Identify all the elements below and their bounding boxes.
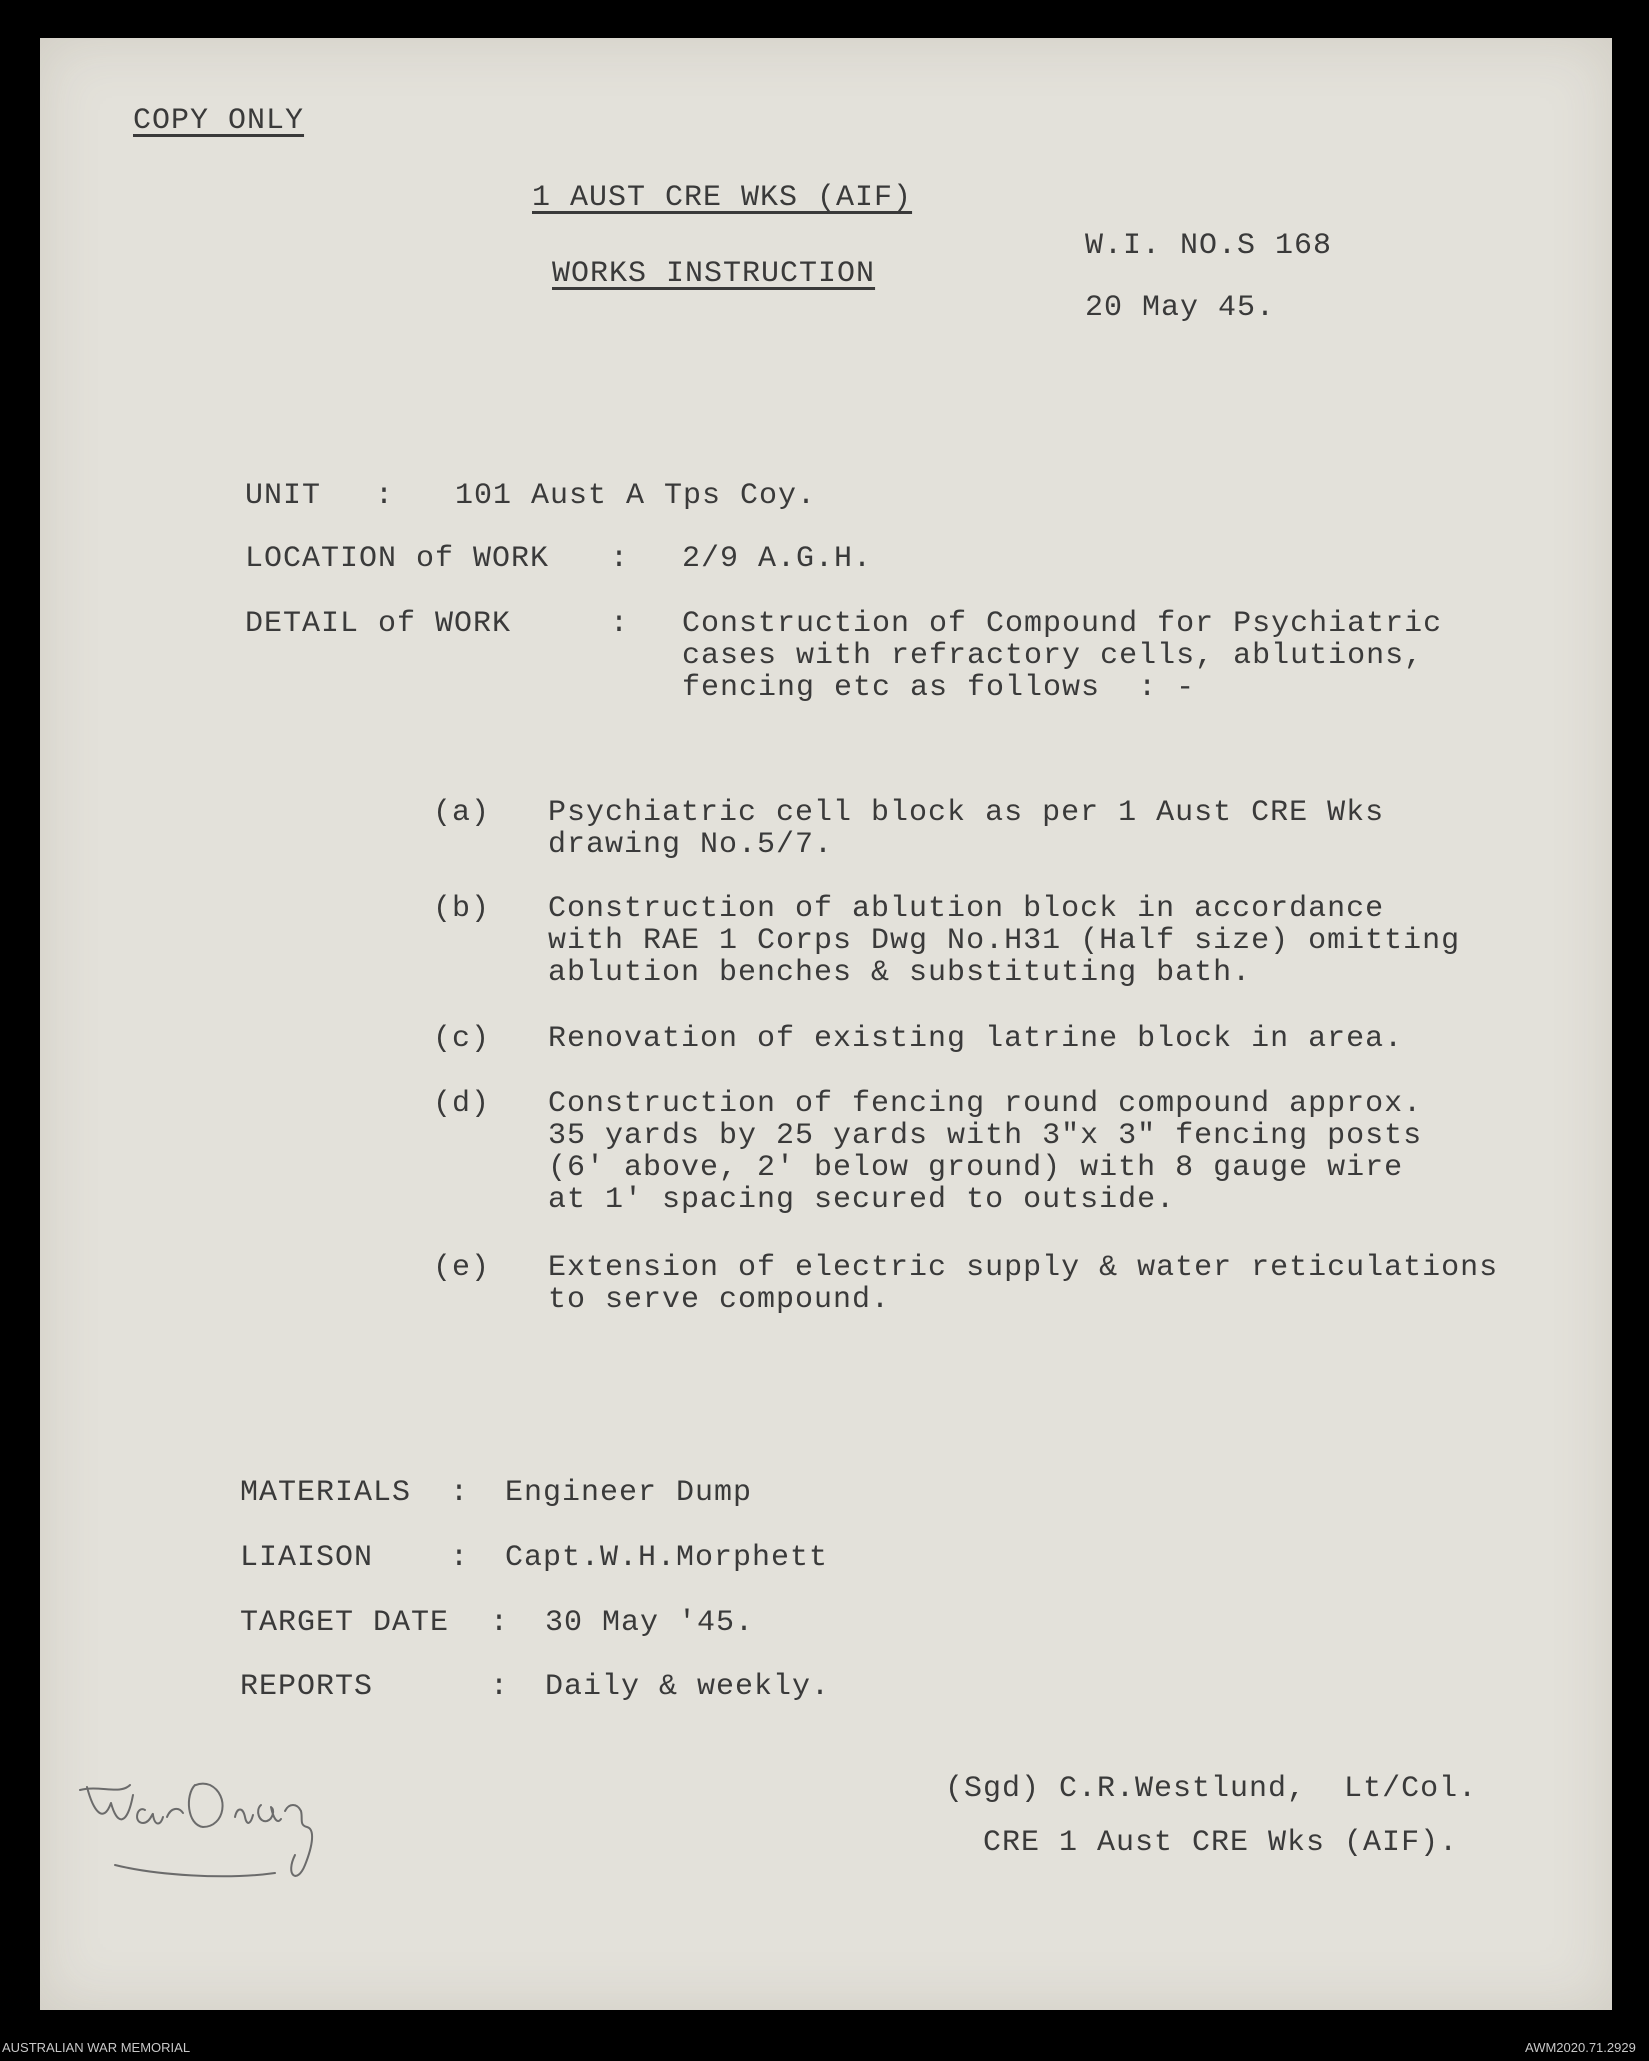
detail-line: fencing etc as follows : - — [682, 671, 1196, 705]
item-line: 35 yards by 25 yards with 3"x 3" fencing posts — [548, 1119, 1423, 1153]
item-line: Construction of ablution block in accordance — [548, 892, 1385, 926]
item-line: Construction of fencing round compound approx. — [548, 1087, 1423, 1121]
signature-office: CRE 1 Aust CRE Wks (AIF). — [983, 1826, 1459, 1860]
liaison-label: LIAISON — [240, 1541, 374, 1575]
target-date-label: TARGET DATE — [240, 1606, 450, 1640]
detail-colon: : — [610, 607, 630, 641]
materials-value: Engineer Dump — [505, 1476, 753, 1510]
unit-title: 1 AUST CRE WKS (AIF) — [532, 181, 913, 215]
signature-line: (Sgd) C.R.Westlund, Lt/Col. — [945, 1772, 1478, 1806]
item-line: to serve compound. — [548, 1283, 891, 1317]
item-line: with RAE 1 Corps Dwg No.H31 (Half size) omitting — [548, 924, 1461, 958]
footer-right: AWM2020.71.2929 — [1525, 2040, 1636, 2055]
unit-label: UNIT — [245, 479, 322, 513]
item-letter: (c) — [433, 1022, 491, 1056]
location-value: 2/9 A.G.H. — [682, 542, 873, 576]
detail-line: Construction of Compound for Psychiatric — [682, 607, 1443, 641]
liaison-value: Capt.W.H.Morphett — [505, 1541, 829, 1575]
item-line: Extension of electric supply & water reticulations — [548, 1251, 1499, 1285]
detail-line: cases with refractory cells, ablutions, — [682, 639, 1424, 673]
materials-label: MATERIALS — [240, 1476, 412, 1510]
unit-colon: : — [375, 479, 395, 513]
document-type: WORKS INSTRUCTION — [552, 257, 876, 291]
item-line: ablution benches & substituting bath. — [548, 956, 1252, 990]
item-letter: (e) — [433, 1251, 491, 1285]
reports-label: REPORTS — [240, 1670, 374, 1704]
war-diary-handwriting — [75, 1755, 355, 1925]
detail-label: DETAIL of WORK — [245, 607, 512, 641]
location-colon: : — [610, 542, 630, 576]
reports-colon: : — [490, 1670, 510, 1704]
target-date-colon: : — [490, 1606, 510, 1640]
item-line: at 1' spacing secured to outside. — [548, 1183, 1176, 1217]
unit-value: 101 Aust A Tps Coy. — [455, 479, 817, 513]
item-line: drawing No.5/7. — [548, 828, 834, 862]
wi-number: W.I. NO.S 168 — [1085, 229, 1333, 263]
item-letter: (d) — [433, 1087, 491, 1121]
copy-only-stamp: COPY ONLY — [133, 104, 305, 138]
item-line: Renovation of existing latrine block in area. — [548, 1022, 1404, 1056]
item-line: (6' above, 2' below ground) with 8 gauge wire — [548, 1151, 1404, 1185]
reports-value: Daily & weekly. — [545, 1670, 831, 1704]
item-line: Psychiatric cell block as per 1 Aust CRE Wks — [548, 796, 1385, 830]
item-letter: (b) — [433, 892, 491, 926]
target-date-value: 30 May '45. — [545, 1606, 755, 1640]
footer-left: AUSTRALIAN WAR MEMORIAL — [2, 2040, 191, 2055]
document-date: 20 May 45. — [1085, 291, 1276, 325]
item-letter: (a) — [433, 796, 491, 830]
liaison-colon: : — [450, 1541, 470, 1575]
materials-colon: : — [450, 1476, 470, 1510]
location-label: LOCATION of WORK — [245, 542, 550, 576]
